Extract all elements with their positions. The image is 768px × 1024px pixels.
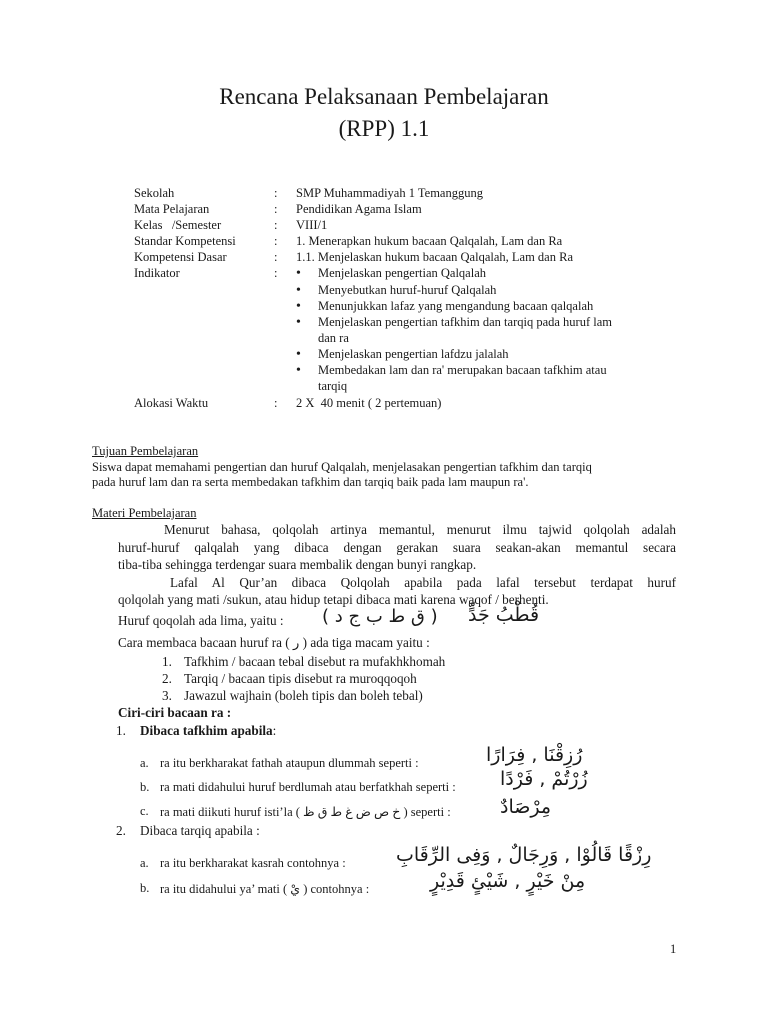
label-kelas: Kelas /Semester	[134, 218, 222, 232]
colon: :	[274, 396, 278, 410]
tujuan-line: pada huruf lam dan ra serta membedakan tafkhim dan tarqiq baik pada lam maupun ra'.	[92, 475, 529, 489]
indikator-item-cont: tarqiq	[318, 379, 348, 393]
indikator-item: • Menunjukkan lafaz yang mengandung bacaan qalqalah	[318, 299, 593, 314]
ciri-heading: Ciri-ciri bacaan ra :	[118, 705, 232, 720]
materi-p2-line: qolqolah yang mati /sukun, atau hidup tetapi dibaca mati karena waqof / berhenti.	[118, 592, 549, 607]
materi-p1-line: Menurut bahasa, qolqolah artinya memantul, menurut ilmu tajwid qolqolah adalah	[164, 522, 676, 537]
colon: :	[274, 266, 278, 280]
huruf-label: Huruf qoqolah ada lima, yaitu :	[118, 613, 284, 628]
materi-p2-line: Lafal Al Qur’an dibaca Qolqolah apabila pada lafal tersebut terdapat huruf	[170, 575, 676, 590]
label-sekolah: Sekolah	[134, 186, 175, 200]
tarqiq-item: ra itu berkharakat kasrah contohnya :	[160, 856, 346, 870]
colon: :	[274, 186, 278, 200]
tafkhim-item: ra itu berkharakat fathah ataupun dlummah seperti :	[160, 756, 419, 770]
list-letter: b.	[140, 780, 150, 794]
list-number: 3.	[162, 688, 172, 703]
indikator-item: • Menjelaskan pengertian Qalqalah	[318, 266, 486, 281]
label-sk: Standar Kompetensi	[134, 234, 236, 248]
tafkhim-item: ra mati didahului huruf berdlumah atau berfatkhah seperti :	[160, 780, 456, 794]
colon: :	[274, 202, 278, 216]
colon: :	[274, 250, 278, 264]
ra-list-item: Tafkhim / bacaan tebal disebut ra mufakhkhomah	[184, 654, 446, 669]
huruf-letters: ( ق ط ب ج د )	[322, 606, 438, 627]
ra-list-item: Tarqiq / bacaan tipis disebut ra muroqqoqoh	[184, 671, 417, 686]
document-title: Rencana Pelaksanaan Pembelajaran	[219, 84, 549, 109]
list-number: 2.	[162, 671, 172, 686]
tafkhim-item: ra mati diikuti huruf isti’la ( خ ص ض غ ط ق ظ ) seperti :	[160, 805, 451, 819]
indikator-item: • Menyebutkan huruf-huruf Qalqalah	[318, 283, 496, 298]
indikator-item: • Menjelaskan pengertian lafdzu jalalah	[318, 347, 509, 362]
label-indikator: Indikator	[134, 266, 180, 280]
tujuan-heading: Tujuan Pembelajaran	[92, 444, 199, 458]
tarqiq-heading: Dibaca tarqiq apabila :	[140, 823, 260, 838]
ra-intro: Cara membaca bacaan huruf ra ( ر ) ada tiga macam yaitu :	[118, 635, 430, 650]
value-kelas: VIII/1	[296, 218, 328, 232]
huruf-word: قُطْبُ جَدٍّ	[468, 604, 540, 626]
tarqiq-arabic: مِنْ خَيْرٍ , شَيْئٍ قَدِيْرٍ	[430, 870, 586, 892]
materi-p1-line: huruf-huruf qalqalah yang dibaca dengan gerakan suara seakan-akan memantul secara	[118, 540, 676, 555]
value-mapel: Pendidikan Agama Islam	[296, 202, 422, 216]
label-alokasi: Alokasi Waktu	[134, 396, 209, 410]
value-sk: 1. Menerapkan hukum bacaan Qalqalah, Lam dan Ra	[296, 234, 563, 248]
materi-p1-line: tiba-tiba sehingga terdengar suara membalik dengan bunyi rangkap.	[118, 557, 477, 572]
page-number: 1	[670, 942, 677, 956]
indikator-item: • Membedakan lam dan ra' merupakan bacaan tafkhim atau	[318, 363, 607, 378]
list-letter: a.	[140, 756, 149, 770]
colon: :	[274, 218, 278, 232]
list-letter: b.	[140, 881, 150, 895]
indikator-item: • Menjelaskan pengertian tafkhim dan tarqiq pada huruf lam	[318, 315, 612, 330]
tafkhim-heading: Dibaca tafkhim apabila:	[140, 723, 277, 738]
label-kd: Kompetensi Dasar	[134, 250, 227, 264]
list-number: 2.	[116, 823, 126, 838]
list-number: 1.	[162, 654, 172, 669]
tafkhim-arabic: زُرْتُمْ , فَرْدًا	[500, 768, 588, 790]
materi-heading: Materi Pembelajaran	[92, 506, 197, 520]
tujuan-line: Siswa dapat memahami pengertian dan huruf Qalqalah, menjelasakan pengertian tafkhim dan tarqiq	[92, 460, 592, 474]
tarqiq-arabic: رِزْقًا قَالُوْا , وَرِجَالٌ , وَفِى الرِّقَابِ	[396, 844, 652, 866]
document-subtitle: (RPP) 1.1	[338, 116, 430, 141]
list-letter: a.	[140, 856, 149, 870]
value-alokasi: 2 X 40 menit ( 2 pertemuan)	[296, 396, 442, 410]
tafkhim-arabic: مِرْصَادٌ	[500, 796, 552, 818]
value-kd: 1.1. Menjelaskan hukum bacaan Qalqalah, Lam dan Ra	[296, 250, 573, 264]
list-number: 1.	[116, 723, 126, 738]
list-letter: c.	[140, 804, 149, 818]
ra-list-item: Jawazul wajhain (boleh tipis dan boleh tebal)	[184, 688, 423, 703]
value-sekolah: SMP Muhammadiyah 1 Temanggung	[296, 186, 483, 200]
tarqiq-item: ra itu didahului ya’ mati ( يْ ) contohnya :	[160, 882, 370, 896]
label-mapel: Mata Pelajaran	[134, 202, 210, 216]
indikator-item-cont: dan ra	[318, 331, 349, 345]
colon: :	[274, 234, 278, 248]
tafkhim-arabic: رُزِقْنَا , فِرَارًا	[486, 744, 583, 766]
